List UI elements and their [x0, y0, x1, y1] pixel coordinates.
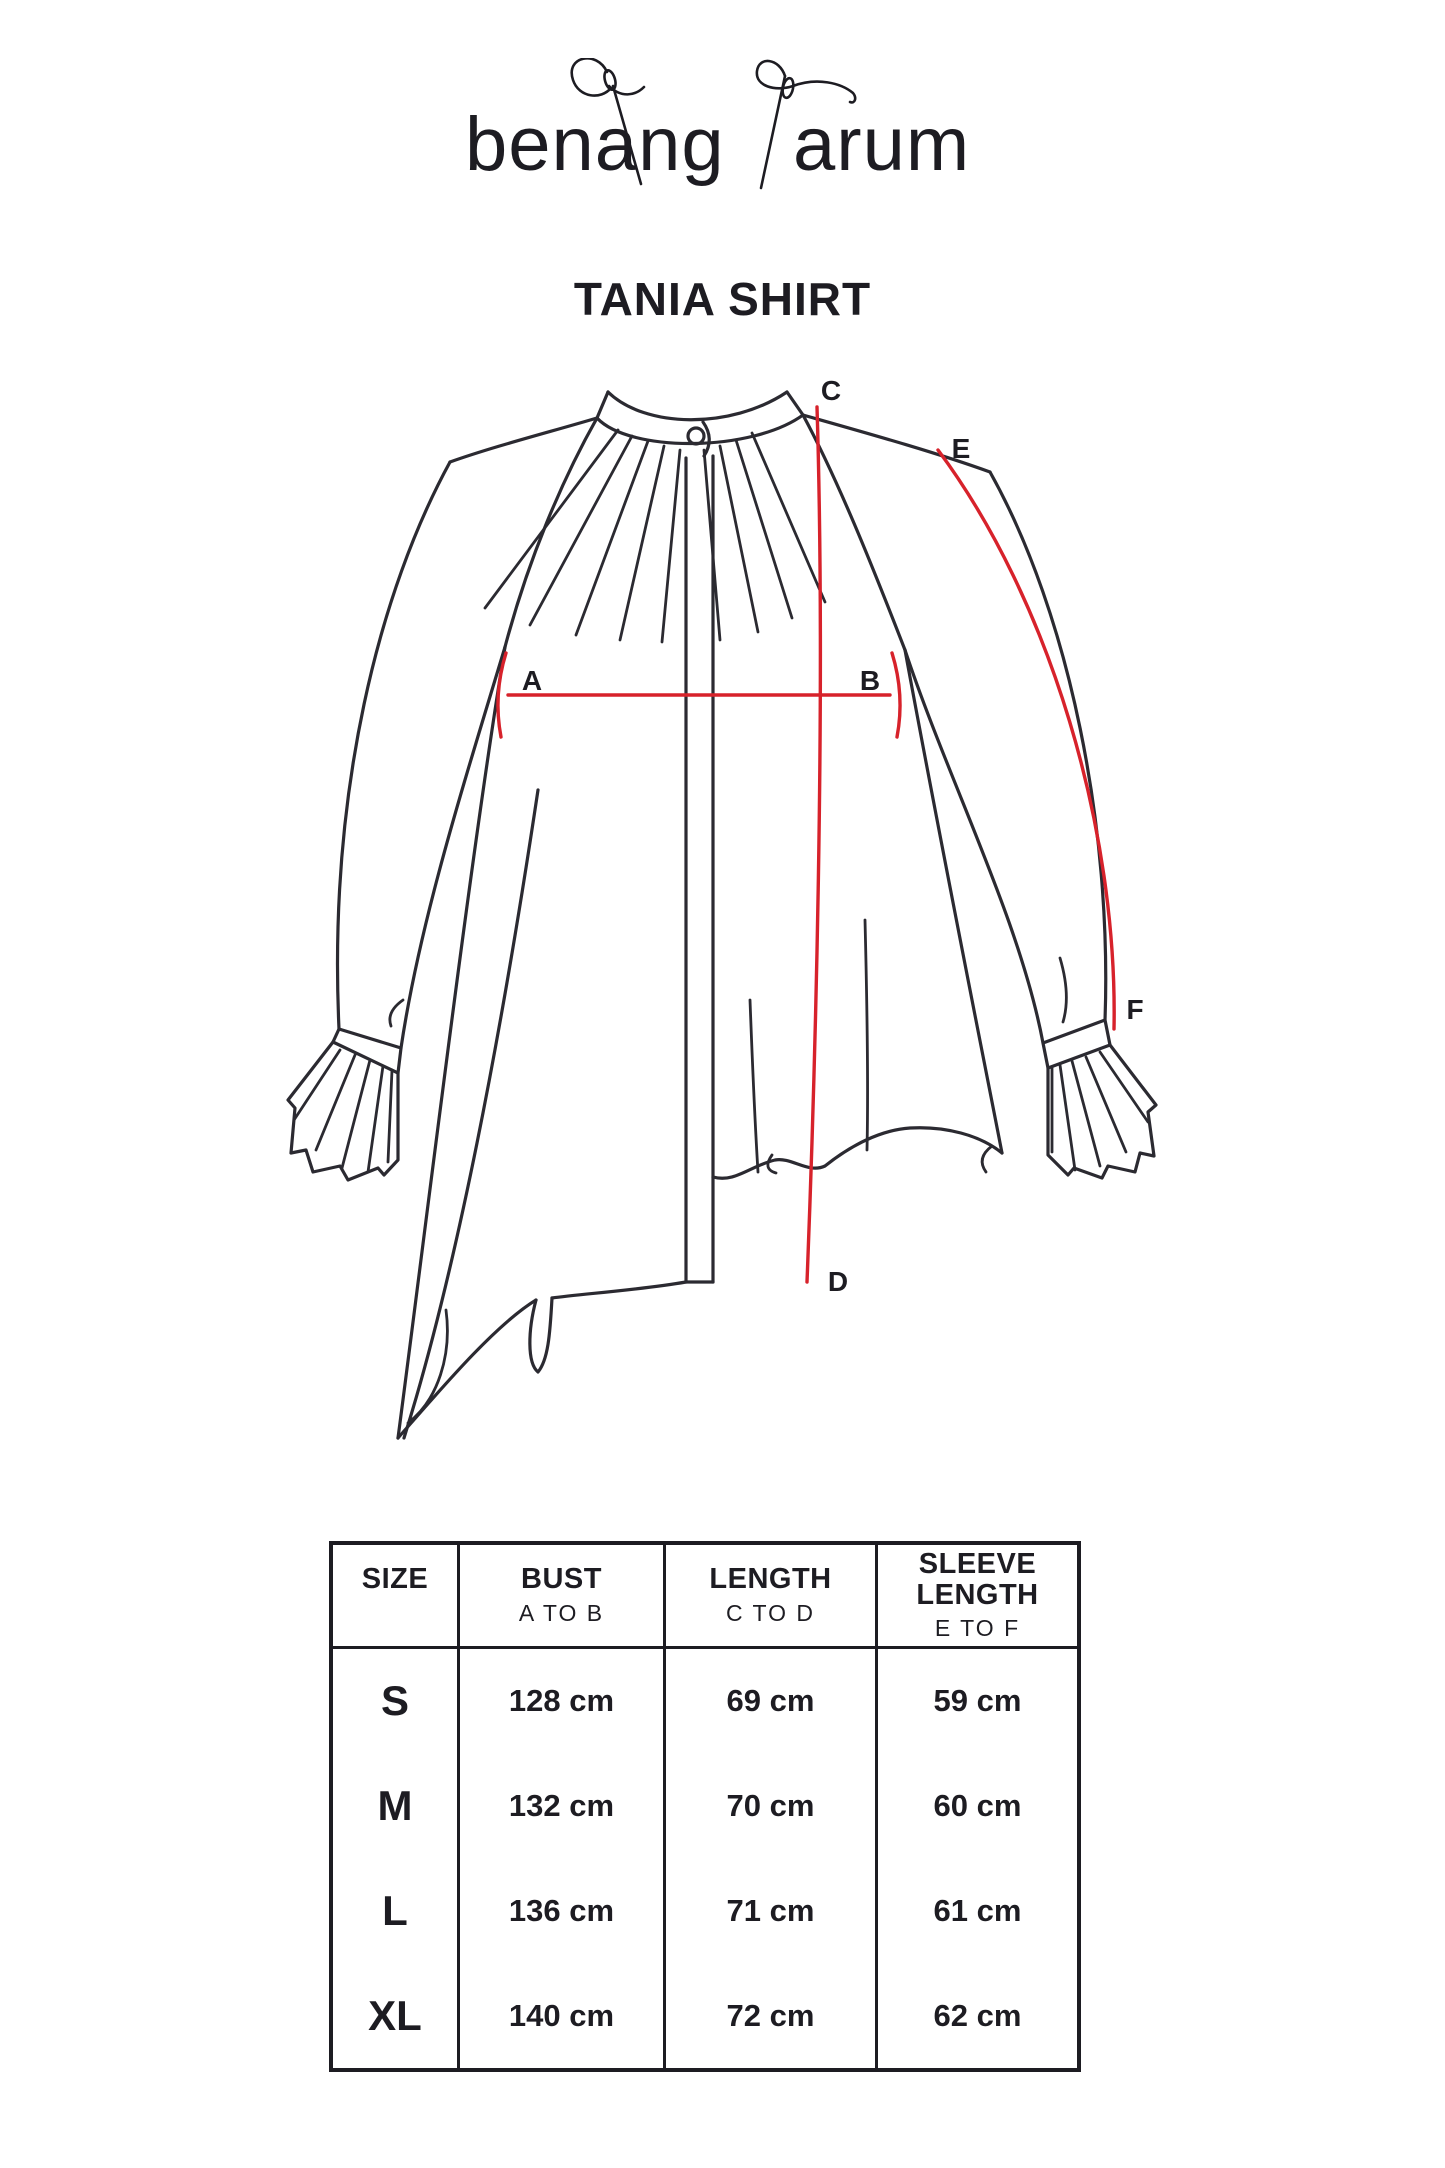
- length-value: 69 cm: [726, 1683, 815, 1719]
- table-row-s-length: [666, 1649, 878, 1754]
- length-value: 72 cm: [726, 1997, 815, 2033]
- table-row-xl-size: [333, 1963, 460, 2068]
- bust-value: 140 cm: [508, 1997, 615, 2033]
- measurement-line-ef: [938, 450, 1114, 1029]
- header-cell-sleeve-length: [878, 1545, 1077, 1649]
- table-row-s-size: [333, 1649, 460, 1754]
- size-label: M: [377, 1782, 413, 1830]
- measurement-label-a: A: [521, 665, 543, 696]
- left-sleeve-lines: [288, 462, 505, 1180]
- measurement-line-cd: [807, 407, 820, 1282]
- table-row-s-bust: [460, 1649, 666, 1754]
- length-value: 70 cm: [726, 1788, 815, 1824]
- sleeve-length-value: 62 cm: [933, 1997, 1022, 2033]
- shirt-line-art: [280, 360, 1180, 1460]
- column-label: BUST: [521, 1563, 602, 1596]
- column-sublabel: A TO B: [518, 1599, 605, 1626]
- table-row-m-length: [666, 1754, 878, 1859]
- table-row-l-sleeve: [878, 1859, 1077, 1964]
- column-label: LENGTH: [709, 1563, 832, 1596]
- table-row-l-bust: [460, 1859, 666, 1964]
- right-sleeve-lines: [905, 472, 1156, 1178]
- column-sublabel: C TO D: [725, 1599, 816, 1626]
- header-cell-bust: [460, 1545, 666, 1649]
- sleeve-length-value: 61 cm: [933, 1892, 1022, 1928]
- table-row-l-length: [666, 1859, 878, 1964]
- brand-logo: [0, 58, 1445, 208]
- bust-value: 128 cm: [508, 1683, 615, 1719]
- sleeve-length-value: 60 cm: [933, 1788, 1022, 1824]
- sleeve-length-value: 59 cm: [933, 1683, 1022, 1719]
- table-row-m-bust: [460, 1754, 666, 1859]
- table-row-xl-length: [666, 1963, 878, 2068]
- body-lines: [398, 647, 1002, 1438]
- table-row-xl-sleeve: [878, 1963, 1077, 2068]
- brand-word-benang: benang: [464, 102, 725, 187]
- measurement-label-e: E: [951, 433, 971, 464]
- length-value: 71 cm: [726, 1892, 815, 1928]
- column-label: SLEEVE LENGTH: [916, 1548, 1039, 1611]
- bust-value: 136 cm: [508, 1892, 615, 1928]
- size-chart-table: [329, 1541, 1081, 2072]
- yoke-pleat-lines: [485, 430, 825, 642]
- table-row-m-size: [333, 1754, 460, 1859]
- table-row-s-sleeve: [878, 1649, 1077, 1754]
- measurement-label-d: D: [827, 1266, 849, 1297]
- table-row-l-size: [333, 1859, 460, 1964]
- table-row-xl-bust: [460, 1963, 666, 2068]
- column-label: SIZE: [361, 1563, 429, 1596]
- brand-logo-art: [463, 58, 983, 208]
- size-label: S: [380, 1677, 409, 1725]
- measurement-bracket-b: [892, 653, 900, 737]
- bust-value: 132 cm: [508, 1788, 615, 1824]
- header-cell-size: [333, 1545, 460, 1649]
- placket-lines: [686, 456, 713, 1282]
- measurement-label-b: B: [859, 665, 881, 696]
- size-label: XL: [368, 1991, 422, 2039]
- brand-word-arum: arum: [792, 102, 970, 187]
- page-title: TANIA SHIRT: [573, 273, 872, 325]
- measurement-label-c: C: [820, 375, 842, 406]
- product-diagram: [280, 360, 1180, 1460]
- column-sublabel: E TO F: [934, 1614, 1021, 1641]
- size-label: L: [382, 1886, 408, 1934]
- table-row-m-sleeve: [878, 1754, 1077, 1859]
- measurement-label-f: F: [1126, 994, 1144, 1025]
- header-cell-length: [666, 1545, 878, 1649]
